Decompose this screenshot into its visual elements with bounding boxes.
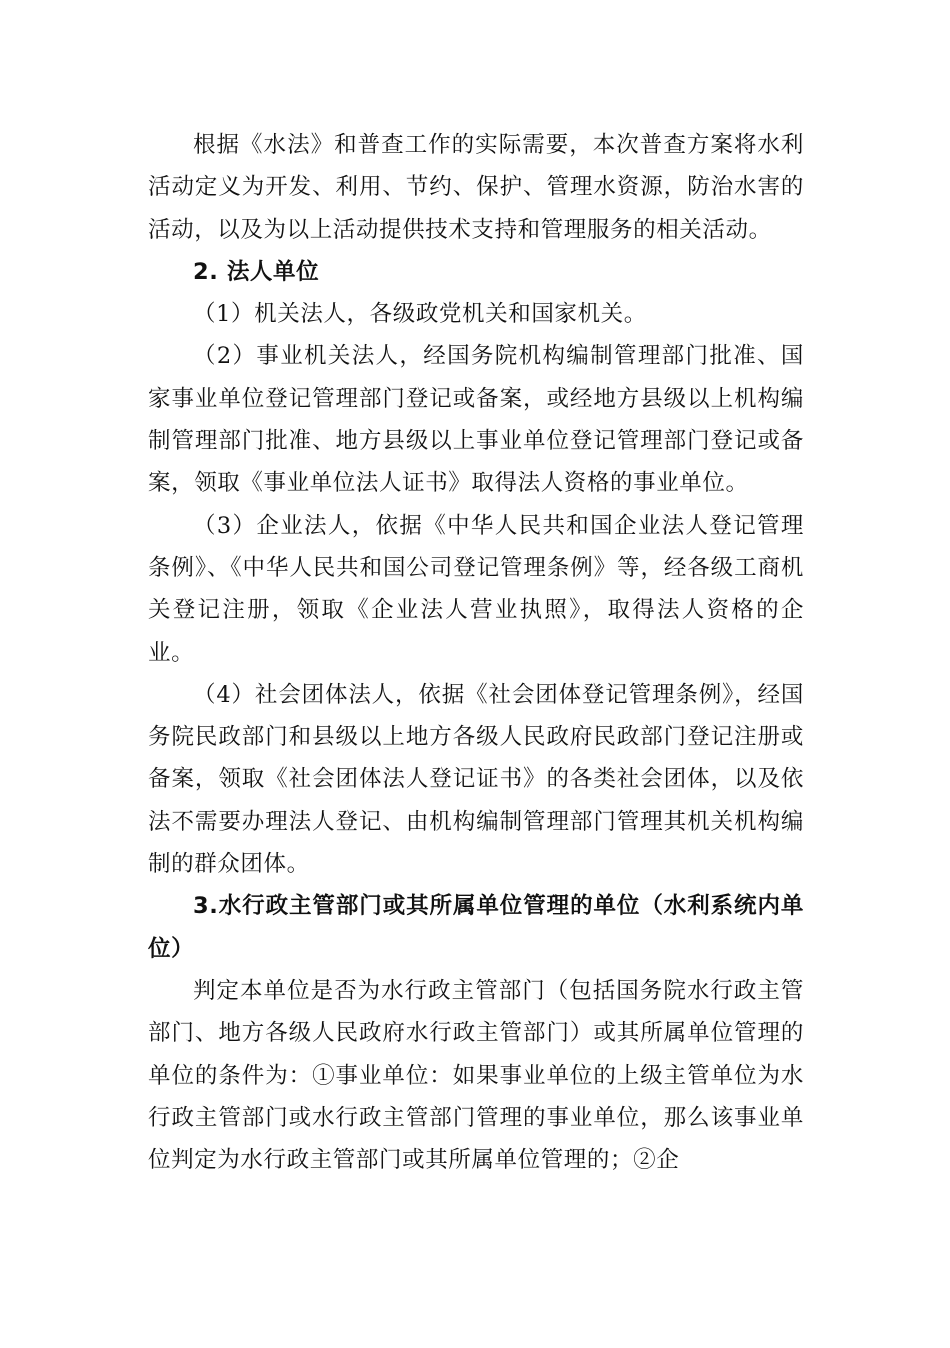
paragraph-water-activity-definition: 根据《水法》和普查工作的实际需要，本次普查方案将水利活动定义为开发、利用、节约、保护、管理水资源，防治水害的活动，以及为以上活动提供技术支持和管理服务的相关活动。	[148, 132, 804, 243]
heading-legal-entity: 2. 法人单位	[193, 258, 320, 285]
heading-water-authority-units: 3.水行政主管部门或其所属单位管理的单位（水利系统内单位）	[148, 893, 804, 962]
paragraph-determination-conditions: 判定本单位是否为水行政主管部门（包括国务院水行政主管部门、地方各级人民政府水行政主管部门）或其所属单位管理的单位的条件为：①事业单位：如果事业单位的上级主管单位为水行政主管部门或水行政主管部门管理的事业单位，那么该事业单位判定为水行政主管部门或其所属单位管理的；②企	[148, 977, 804, 1174]
paragraph-government-agency: （1）机关法人，各级政党机关和国家机关。	[193, 301, 647, 328]
document-page	[148, 124, 804, 1181]
paragraph-public-institution: （2）事业机关法人，经国务院机构编制管理部门批准、国家事业单位登记管理部门登记或备案，或经地方县级以上机构编制管理部门批准、地方县级以上事业单位登记管理部门登记或备案，领取《事业单位法人证书》取得法人资格的事业单位。	[148, 343, 804, 497]
paragraph-social-organization: （4）社会团体法人，依据《社会团体登记管理条例》，经国务院民政部门和县级以上地方各级人民政府民政部门登记注册或备案，领取《社会团体法人登记证书》的各类社会团体，以及依法不需要办理法人登记、由机构编制管理部门管理其机关机构编制的群众团体。	[148, 681, 804, 878]
paragraph-enterprise: （3）企业法人，依据《中华人民共和国企业法人登记管理条例》、《中华人民共和国公司登记管理条例》等，经各级工商机关登记注册，领取《企业法人营业执照》，取得法人资格的企业。	[148, 512, 804, 666]
